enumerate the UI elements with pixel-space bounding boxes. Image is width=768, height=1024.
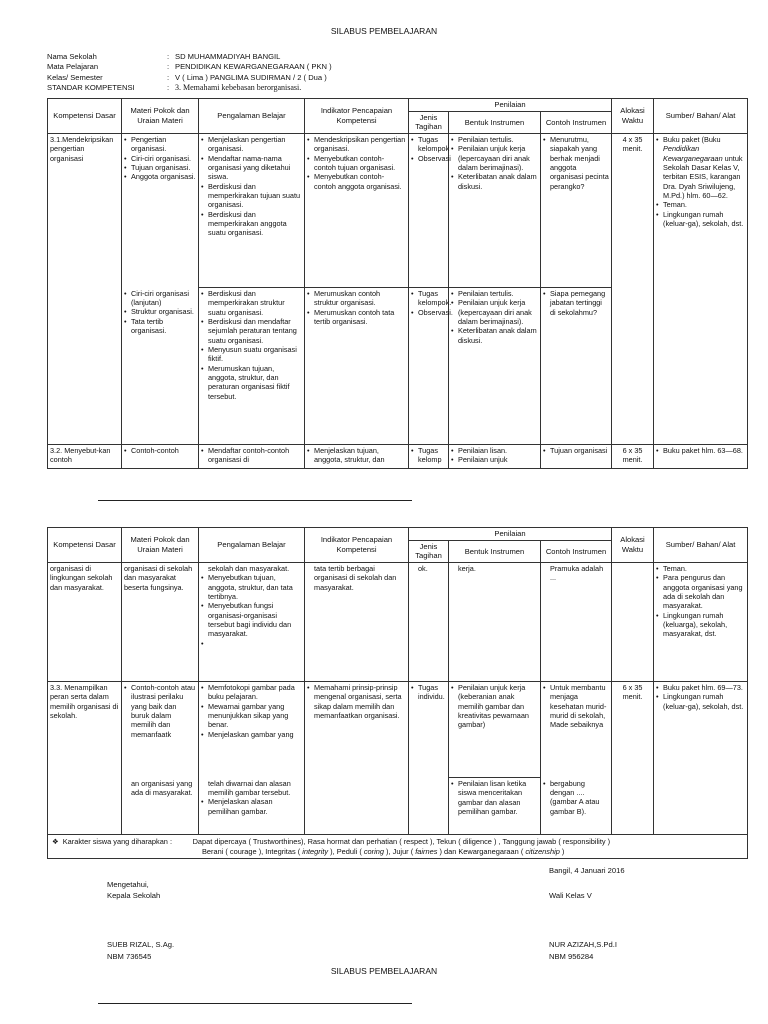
header-bentuk: Bentuk Instrumen xyxy=(449,540,541,562)
header-penilaian: Penilaian xyxy=(409,99,612,112)
kd-cell: organisasi di lingkungan sekolah dan masyarakat. xyxy=(48,563,122,682)
list-item: • Berdiskusi dan memperkirakan struktur suatu organisasi. xyxy=(201,289,302,317)
list-item: • Penilaian unjuk kerja (kepercayaan diri anak dalam berimajinasi). xyxy=(451,298,538,326)
karakter-text: ) xyxy=(559,846,565,856)
mengetahui-label: Mengetahui, xyxy=(107,880,149,889)
list-item: • Mewarnai gambar yang menunjukkan sikap yang benar. xyxy=(201,702,302,730)
standar-label: STANDAR KOMPETENSI xyxy=(47,82,135,92)
pengalaman-cell xyxy=(199,445,305,469)
jenis-cell xyxy=(409,563,449,682)
list-item: • Teman. xyxy=(656,564,745,573)
list-item: • Menjelaskan tujuan, anggota, struktur, dan xyxy=(307,446,406,465)
karakter-text: ) dan Kewarganegaraan ( xyxy=(437,846,526,856)
pengalaman-lead: telah diwarnai dan alasan memilih gambar tersebut. xyxy=(208,778,291,797)
header-alokasi: Alokasi Waktu xyxy=(612,528,654,563)
list-item: • Penilaian unjuk kerja (keberanian anak memilih gambar dan kreativitas pewarnaan gambar) xyxy=(451,683,538,730)
table-row xyxy=(48,134,748,288)
diamond-bullet-icon: ❖ xyxy=(52,837,59,847)
sumber-text: Buku paket (Buku xyxy=(663,135,721,145)
karakter-values-1: Dapat dipercaya ( Trustworthines), Rasa hormat dan perhatian ( respect ), Tekun ( diligence ) , Tanggung jawab ( responsibility ) xyxy=(192,837,611,847)
list-item: • Anggota organisasi. xyxy=(124,172,196,181)
identity-value: PENDIDIKAN KEWARGANEGARAAN ( PKN ) xyxy=(175,62,332,72)
list-item: • Struktur organisasi. xyxy=(124,307,196,316)
alokasi-cell: 6 x 35 menit. xyxy=(612,445,654,469)
header-pengalaman: Pengalaman Belajar xyxy=(199,99,305,134)
list-item: • Berdiskusi dan memperkirakan anggota suatu organisasi. xyxy=(201,210,302,238)
materi-text: an organisasi yang ada di masyarakat. xyxy=(131,778,193,797)
list-item: • Menyebutkan contoh-contoh tujuan organisasi. xyxy=(307,154,406,173)
identity-row-class: Kelas/ Semester : V ( Lima ) PANGLIMA SUDIRMAN / 2 ( Dua ) xyxy=(47,73,547,83)
signature-date: Bangil, 4 Januari 2016 xyxy=(549,866,625,875)
pengalaman-cell xyxy=(199,288,305,445)
contoh-cell xyxy=(541,778,612,835)
list-item: • Berdiskusi dan mendaftar sejumlah peraturan tentang suatu organisasi. xyxy=(201,317,302,345)
list-item: • Lingkungan rumah (keluar-ga), sekolah, dst. xyxy=(656,210,745,229)
list-item: • Tata tertib organisasi. xyxy=(124,317,196,336)
header-materi: Materi Pokok dan Uraian Materi xyxy=(122,99,199,134)
jenis-text: ok. xyxy=(418,564,428,574)
kepala-nbm: NBM 736545 xyxy=(107,952,152,961)
list-item: • bergabung dengan .... (gambar A atau gambar B). xyxy=(543,779,609,816)
list-item: • Tugas kelompok. xyxy=(411,289,446,308)
list-item: • Pengertian organisasi. xyxy=(124,135,196,154)
list-item: • Observasi. xyxy=(411,308,446,317)
separator-line xyxy=(98,1003,412,1004)
page-title: SILABUS PEMBELAJARAN xyxy=(330,26,438,36)
materi-cell: organisasi di sekolah dan masyarakat beserta fungsinya. xyxy=(122,563,199,682)
list-item: • Menyebutkan tujuan, anggota, struktur, dan tata tertibnya. xyxy=(201,573,302,601)
karakter-italic: integrity xyxy=(302,846,329,856)
wali-name: NUR AZIZAH,S.Pd.I xyxy=(549,940,617,949)
karakter-text: ), Peduli ( xyxy=(328,846,364,856)
indikator-cell xyxy=(305,682,409,835)
identity-row-subject: Mata Pelajaran : PENDIDIKAN KEWARGANEGARAAN ( PKN ) xyxy=(47,62,547,72)
contoh-cell xyxy=(541,563,612,682)
next-page-title: SILABUS PEMBELAJARAN xyxy=(330,966,438,976)
header-penilaian: Penilaian xyxy=(409,528,612,541)
list-item: • Menjelaskan pengertian organisasi. xyxy=(201,135,302,154)
header-pengalaman: Pengalaman Belajar xyxy=(199,528,305,563)
jenis-cell xyxy=(409,288,453,445)
sumber-cell xyxy=(654,563,748,682)
header-contoh: Contoh Instrumen xyxy=(541,111,612,133)
header-contoh: Contoh Instrumen xyxy=(541,540,612,562)
sumber-cell xyxy=(654,445,748,469)
bentuk-cell xyxy=(449,563,541,682)
karakter-cell xyxy=(48,835,748,859)
standar-value: 3. Memahami kebebasan berorganisasi. xyxy=(175,82,302,92)
header-kompetensi-dasar: Kompetensi Dasar xyxy=(48,528,122,563)
list-item: • Merumuskan tujuan, anggota, struktur, dan peraturan organisasi fiktif tersebut. xyxy=(201,364,302,401)
jenis-cell xyxy=(409,682,449,835)
pengalaman-cell xyxy=(199,778,305,835)
list-item: • Penilaian tertulis. xyxy=(451,135,538,144)
identity-label: Kelas/ Semester xyxy=(47,72,103,82)
jenis-cell xyxy=(409,445,449,469)
indikator-text: tata tertib berbagai organisasi di sekolah dan masyarakat. xyxy=(314,564,397,592)
materi-cell xyxy=(122,682,199,778)
indikator-cell xyxy=(305,563,409,682)
header-indikator: Indikator Pencapaian Kompetensi xyxy=(305,99,409,134)
identity-block xyxy=(47,52,547,94)
wali-nbm: NBM 956284 xyxy=(549,952,594,961)
list-item: • Menyebutkan fungsi organisasi-organisasi tersebut bagi individu dan masyarakat. xyxy=(201,601,302,638)
identity-row-standar: STANDAR KOMPETENSI : 3. Memahami kebebasan berorganisasi. xyxy=(47,83,547,94)
list-item: • Menurutmu, siapakah yang berhak menjadi anggota organisasi pecinta perangko? xyxy=(543,135,609,191)
sumber-book-title: Pendidikan Kewarganegaraan xyxy=(663,144,723,163)
identity-value: V ( Lima ) PANGLIMA SUDIRMAN / 2 ( Dua ) xyxy=(175,72,327,82)
materi-cell xyxy=(122,778,199,835)
list-item: • Contoh-contoh atau ilustrasi perilaku yang baik dan buruk dalam memilih dan memanfaatk xyxy=(124,683,196,739)
list-item: • Siapa pemegang jabatan tertinggi di sekolahmu? xyxy=(543,289,609,317)
alokasi-cell: 6 x 35 menit. xyxy=(612,682,654,835)
list-item: • Tugas kelomp xyxy=(411,446,446,465)
materi-cell xyxy=(122,134,199,288)
list-item: • Penilaian unjuk kerja (lepercayaan diri anak dalam berimajinasi). xyxy=(451,144,538,172)
kd-cell: 3.2. Menyebut-kan contoh xyxy=(48,445,122,469)
karakter-lead: Karakter siswa yang diharapkan : xyxy=(62,837,173,847)
list-item: • Penilaian unjuk xyxy=(451,455,538,464)
header-materi: Materi Pokok dan Uraian Materi xyxy=(122,528,199,563)
karakter-italic: citizenship xyxy=(525,846,560,856)
list-item: • Lingkungan rumah (keluarga), sekolah, masyarakat, dst. xyxy=(656,611,745,639)
list-item xyxy=(656,135,745,200)
list-item: • Memfotokopi gambar pada buku pelajaran. xyxy=(201,683,302,702)
karakter-text: ), Jujur ( xyxy=(384,846,416,856)
contoh-cell xyxy=(541,134,612,288)
contoh-cell xyxy=(541,445,612,469)
list-item: • Lingkungan rumah (keluar-ga), sekolah, dst. xyxy=(656,692,745,711)
bentuk-cell xyxy=(449,682,541,778)
separator-line xyxy=(98,500,412,501)
list-item: • Buku paket hlm. 69—73. xyxy=(656,683,745,692)
contoh-text: Pramuka adalah ... xyxy=(550,564,604,583)
list-item: • Penilaian lisan ketika siswa menceritakan gambar dan alasan pemilihan gambar. xyxy=(451,779,538,816)
list-item: • Tugas individu. xyxy=(411,683,446,702)
list-item: • Mendaftar contoh-contoh organisasi di xyxy=(201,446,302,465)
list-item: • Menjelaskan gambar yang xyxy=(201,730,302,739)
list-item: • Menjelaskan alasan pemilihan gambar. xyxy=(201,797,302,816)
list-item: • Teman. xyxy=(656,200,745,209)
pengalaman-cell xyxy=(199,563,305,682)
list-item: • Tujuan organisasi xyxy=(543,446,609,455)
bentuk-cell xyxy=(449,134,541,288)
karakter-row xyxy=(48,835,748,859)
table-row xyxy=(48,445,748,469)
kepala-sekolah-label: Kepala Sekolah xyxy=(107,891,161,900)
table-row xyxy=(48,682,748,778)
syllabus-table-2 xyxy=(47,527,748,859)
alokasi-cell xyxy=(612,563,654,682)
list-item: • Para pengurus dan anggota organisasi yang ada di sekolah dan masyarakat. xyxy=(656,573,745,610)
karakter-line-1 xyxy=(52,837,743,846)
jenis-cell xyxy=(409,134,449,288)
header-alokasi: Alokasi Waktu xyxy=(612,99,654,134)
sumber-cell xyxy=(654,134,748,445)
karakter-line-2 xyxy=(52,847,743,856)
materi-cell xyxy=(122,288,199,445)
karakter-text: Berani ( courage ), Integritas ( xyxy=(202,846,303,856)
bentuk-cell xyxy=(449,288,541,445)
karakter-italic: coring xyxy=(363,846,384,856)
header-indikator: Indikator Pencapaian Kompetensi xyxy=(305,528,409,563)
materi-cell xyxy=(122,445,199,469)
list-item: • Penilaian tertulis. xyxy=(451,289,538,298)
list-item: • Buku paket hlm. 63—68. xyxy=(656,446,745,455)
header-jenis: Jenis Tagihan xyxy=(409,111,449,133)
kd-cell: 3.3. Menampilkan peran serta dalam memilih organisasi di sekolah. xyxy=(48,682,122,835)
header-sumber: Sumber/ Bahan/ Alat xyxy=(654,528,748,563)
list-item: • Ciri-ciri organisasi. xyxy=(124,154,196,163)
contoh-cell xyxy=(541,288,612,445)
identity-value: SD MUHAMMADIYAH BANGIL xyxy=(175,52,281,61)
bentuk-cell xyxy=(449,445,541,469)
list-item: • Mendeskripsikan pengertian organisasi. xyxy=(307,135,406,154)
list-item: • Berdiskusi dan memperkirakan tujuan suatu organisasi. xyxy=(201,182,302,210)
list-item: • Tujuan organisasi. xyxy=(124,163,196,172)
contoh-cell xyxy=(541,682,612,778)
indikator-cell xyxy=(305,445,409,469)
bentuk-cell xyxy=(449,778,541,835)
list-item: • Keterlibatan anak dalam diskusi. xyxy=(451,172,538,191)
sumber-text: untuk Sekolah Dasar Kelas V, terbitan ESIS, karangan Dra. Dyah Sriwilujeng, M.Pd.) hlm. 60—62. xyxy=(663,153,743,201)
bentuk-text: kerja. xyxy=(458,564,476,574)
list-item: • Menyebutkan contoh-contoh anggota organisasi. xyxy=(307,172,406,191)
identity-label: Nama Sekolah xyxy=(47,52,97,61)
list-item: • Memahami prinsip-prinsip mengenal organisasi, serta sikap dalam memilih dan memanfaatkan organisasi. xyxy=(307,683,406,720)
pengalaman-cell xyxy=(199,134,305,288)
list-item: • Mendaftar nama-nama organisasi yang diketahui siswa. xyxy=(201,154,302,182)
list-item: • Observasi xyxy=(411,154,446,163)
karakter-italic: fairnes xyxy=(415,846,438,856)
identity-label: Mata Pelajaran xyxy=(47,62,99,72)
header-jenis: Jenis Tagihan xyxy=(409,540,449,562)
alokasi-cell: 4 x 35 menit. xyxy=(612,134,654,445)
indikator-cell xyxy=(305,288,409,445)
pengalaman-cell xyxy=(199,682,305,778)
pengalaman-lead: sekolah dan masyarakat. xyxy=(208,564,290,574)
list-item: • Contoh-contoh xyxy=(124,446,196,455)
identity-row-school: Nama Sekolah : SD MUHAMMADIYAH BANGIL xyxy=(47,52,547,62)
list-item: • Keterlibatan anak dalam diskusi. xyxy=(451,326,538,345)
list-item: • Merumuskan contoh tata tertib organisasi. xyxy=(307,308,406,327)
kd-cell: 3.1.Mendekripsikan pengertian organisasi xyxy=(48,134,122,445)
list-item: • Penilaian lisan. xyxy=(451,446,538,455)
sumber-cell xyxy=(654,682,748,835)
list-item: • Untuk membantu menjaga kesehatan murid-murid di sekolah, Made sebaiknya xyxy=(543,683,609,730)
header-bentuk: Bentuk Instrumen xyxy=(449,111,541,133)
header-sumber: Sumber/ Bahan/ Alat xyxy=(654,99,748,134)
list-item: • Menyusun suatu organisasi fiktif. xyxy=(201,345,302,364)
list-item: • Merumuskan contoh struktur organisasi. xyxy=(307,289,406,308)
header-kompetensi-dasar: Kompetensi Dasar xyxy=(48,99,122,134)
indikator-cell xyxy=(305,134,409,288)
kepala-name: SUEB RIZAL, S.Ag. xyxy=(107,940,175,949)
wali-kelas-label: Wali Kelas V xyxy=(549,891,592,900)
syllabus-table-1 xyxy=(47,98,748,469)
table-row xyxy=(48,563,748,682)
list-item: • Ciri-ciri organisasi (lanjutan) xyxy=(124,289,196,308)
list-item: • Tugas kelompok xyxy=(411,135,446,154)
